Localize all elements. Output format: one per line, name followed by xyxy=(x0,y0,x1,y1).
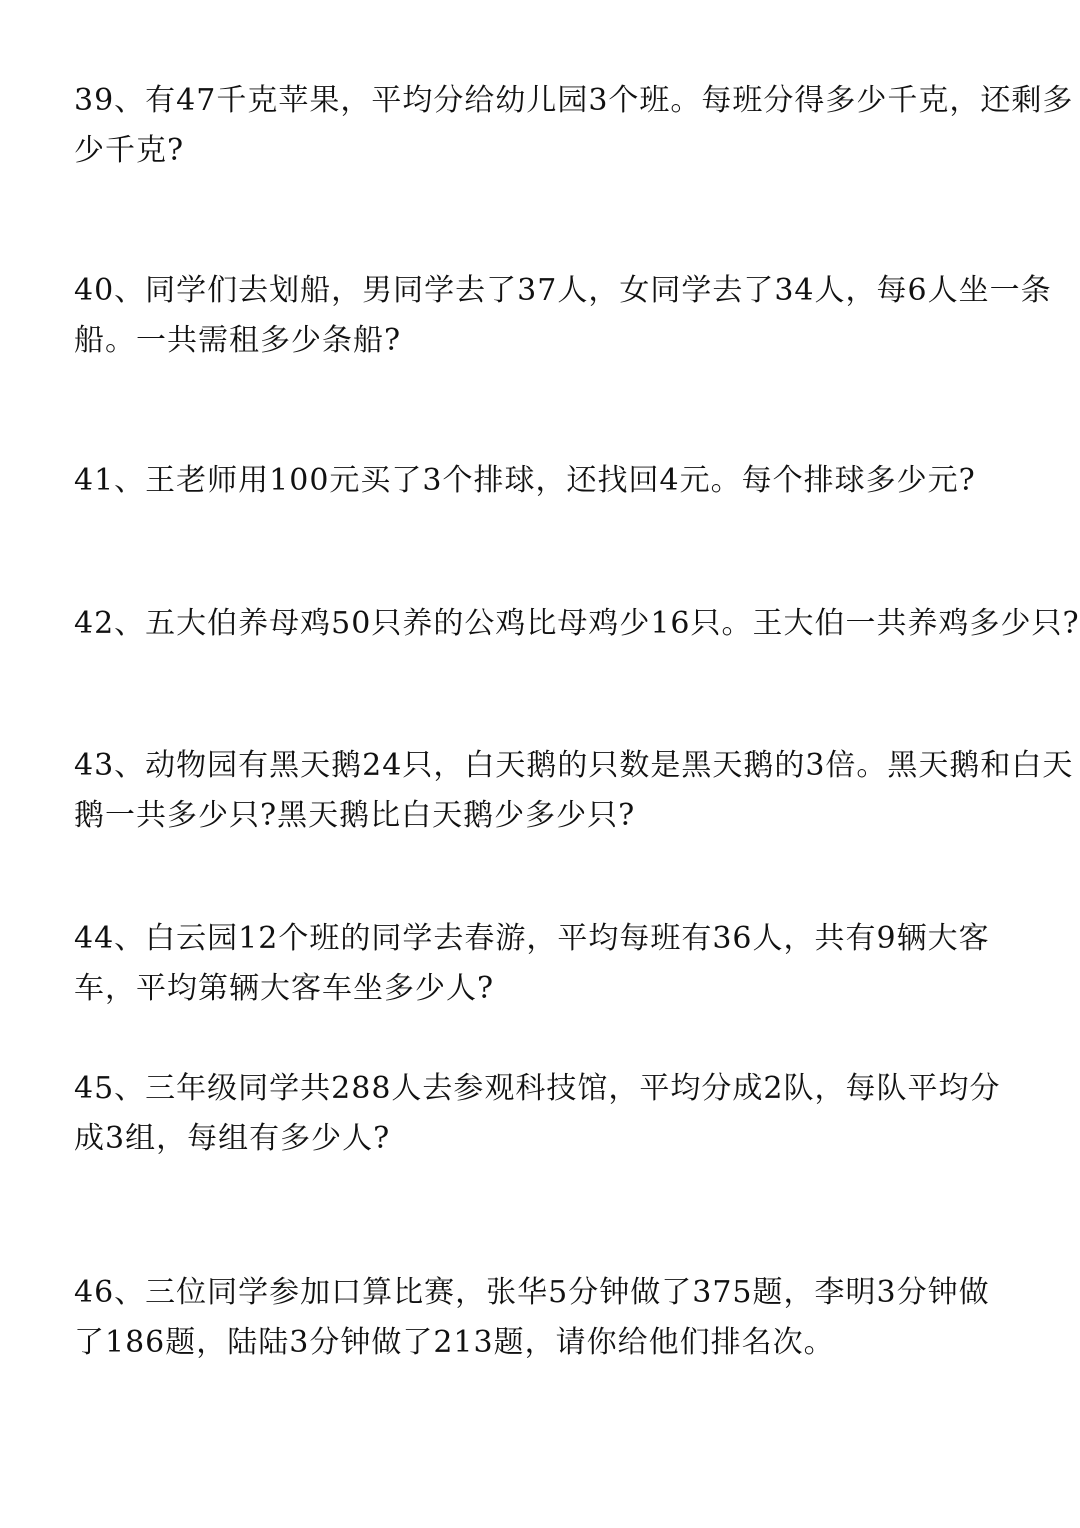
problem-44 xyxy=(74,914,1014,1014)
problem-39 xyxy=(74,76,1074,176)
problem-45 xyxy=(74,1064,1014,1164)
problem-45-line-1: 45、三年级同学共288人去参观科技馆，平均分成2队，每队平均分 xyxy=(74,1071,1001,1106)
problem-42 xyxy=(74,599,1080,649)
problem-44-line-1: 44、白云园12个班的同学去春游，平均每班有36人，共有9辆大客 xyxy=(74,921,990,956)
problem-44-line-2: 车，平均第辆大客车坐多少人? xyxy=(74,971,495,1006)
problem-43-line-2: 鹅一共多少只?黑天鹅比白天鹅少多少只? xyxy=(74,798,636,833)
problem-46-line-2: 了186题，陆陆3分钟做了213题，请你给他们排名次。 xyxy=(74,1325,835,1360)
problem-42-line-1: 42、五大伯养母鸡50只养的公鸡比母鸡少16只。王大伯一共养鸡多少只? xyxy=(74,606,1080,641)
problem-41-line-1: 41、王老师用100元买了3个排球，还找回4元。每个排球多少元? xyxy=(74,463,976,498)
problem-45-line-2: 成3组，每组有多少人? xyxy=(74,1121,391,1156)
problem-39-line-1: 39、有47千克苹果，平均分给幼儿园3个班。每班分得多少千克，还剩多 xyxy=(74,83,1074,118)
problem-46 xyxy=(74,1268,1014,1368)
problem-40-line-1: 40、同学们去划船，男同学去了37人，女同学去了34人，每6人坐一条 xyxy=(74,273,1052,308)
problem-41 xyxy=(74,456,1014,506)
problem-40 xyxy=(74,266,1052,366)
problem-43-line-1: 43、动物园有黑天鹅24只，白天鹅的只数是黑天鹅的3倍。黑天鹅和白天 xyxy=(74,748,1074,783)
problem-39-line-2: 少千克? xyxy=(74,133,185,168)
problem-46-line-1: 46、三位同学参加口算比赛，张华5分钟做了375题，李明3分钟做 xyxy=(74,1275,990,1310)
problem-40-line-2: 船。一共需租多少条船? xyxy=(74,323,402,358)
problem-43 xyxy=(74,741,1074,841)
